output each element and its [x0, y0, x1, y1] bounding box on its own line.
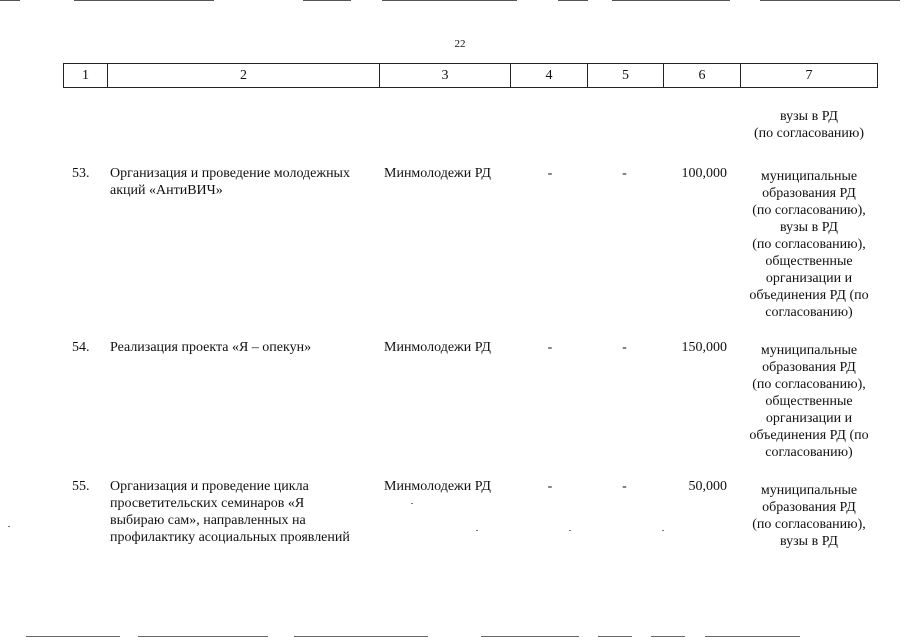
scan-speck [476, 530, 478, 531]
table-header-row [63, 63, 878, 88]
scan-artifact-top-3 [303, 0, 351, 1]
row-number: 54. [72, 340, 90, 355]
page-number: 22 [454, 38, 466, 50]
column-5-value: - [622, 340, 627, 355]
funding-amount: 50,000 [688, 479, 727, 494]
column-4-value: - [547, 340, 553, 355]
header-cell-2: 2 [108, 64, 380, 87]
column-4-value: - [547, 479, 553, 494]
header-cell-4: 4 [511, 64, 588, 87]
activity-title: Реализация проекта «Я – опекун» [110, 340, 312, 355]
column-4-value: - [547, 166, 553, 181]
co-executors: муниципальные образования РД (по согласованию), общественные организации и объединения РД (по согласованию) [749, 343, 869, 460]
row-number: 55. [72, 479, 90, 494]
scan-speck [662, 530, 664, 531]
scan-artifact-top-1 [0, 0, 20, 1]
header-cell-1: 1 [64, 64, 108, 87]
co-executors: муниципальные образования РД (по согласованию), вузы в РД (по согласованию), общественные организации и объединения РД (по согласованию) [749, 169, 869, 320]
scan-artifact-bottom-7 [705, 636, 800, 637]
scan-speck [411, 503, 413, 504]
activity-title: Организация и проведение цикла просветительских семинаров «Я выбираю сам», направленных на профилактику асоциальных проявлений [110, 479, 350, 545]
header-cell-3: 3 [380, 64, 511, 87]
activity-title: Организация и проведение молодежных акций «АнтиВИЧ» [110, 166, 350, 198]
header-cell-5: 5 [588, 64, 664, 87]
executor: Минмолодежи РД [384, 340, 491, 355]
scan-artifact-top-4 [382, 0, 517, 1]
continued-co-executors: вузы в РД (по согласованию) [753, 109, 865, 141]
funding-amount: 100,000 [681, 166, 727, 181]
executor: Минмолодежи РД [384, 479, 491, 494]
scan-artifact-top-7 [760, 0, 900, 1]
scan-artifact-top-6 [612, 0, 730, 1]
column-5-value: - [622, 166, 627, 181]
executor: Минмолодежи РД [384, 166, 491, 181]
header-cell-6: 6 [664, 64, 741, 87]
funding-amount: 150,000 [681, 340, 727, 355]
scan-artifact-bottom-2 [138, 636, 268, 637]
scan-artifact-bottom-5 [598, 636, 632, 637]
scan-speck [8, 526, 10, 527]
column-5-value: - [622, 479, 627, 494]
scan-artifact-top-5 [558, 0, 588, 1]
co-executors: муниципальные образования РД (по согласованию), вузы в РД [752, 483, 866, 549]
scan-artifact-top-2 [74, 0, 214, 1]
scan-artifact-bottom-1 [26, 636, 120, 637]
scan-artifact-bottom-3 [294, 636, 428, 637]
scan-artifact-bottom-6 [651, 636, 685, 637]
header-cell-7: 7 [805, 68, 813, 83]
scan-artifact-bottom-4 [481, 636, 579, 637]
row-number: 53. [72, 166, 90, 181]
scan-speck [569, 530, 571, 531]
